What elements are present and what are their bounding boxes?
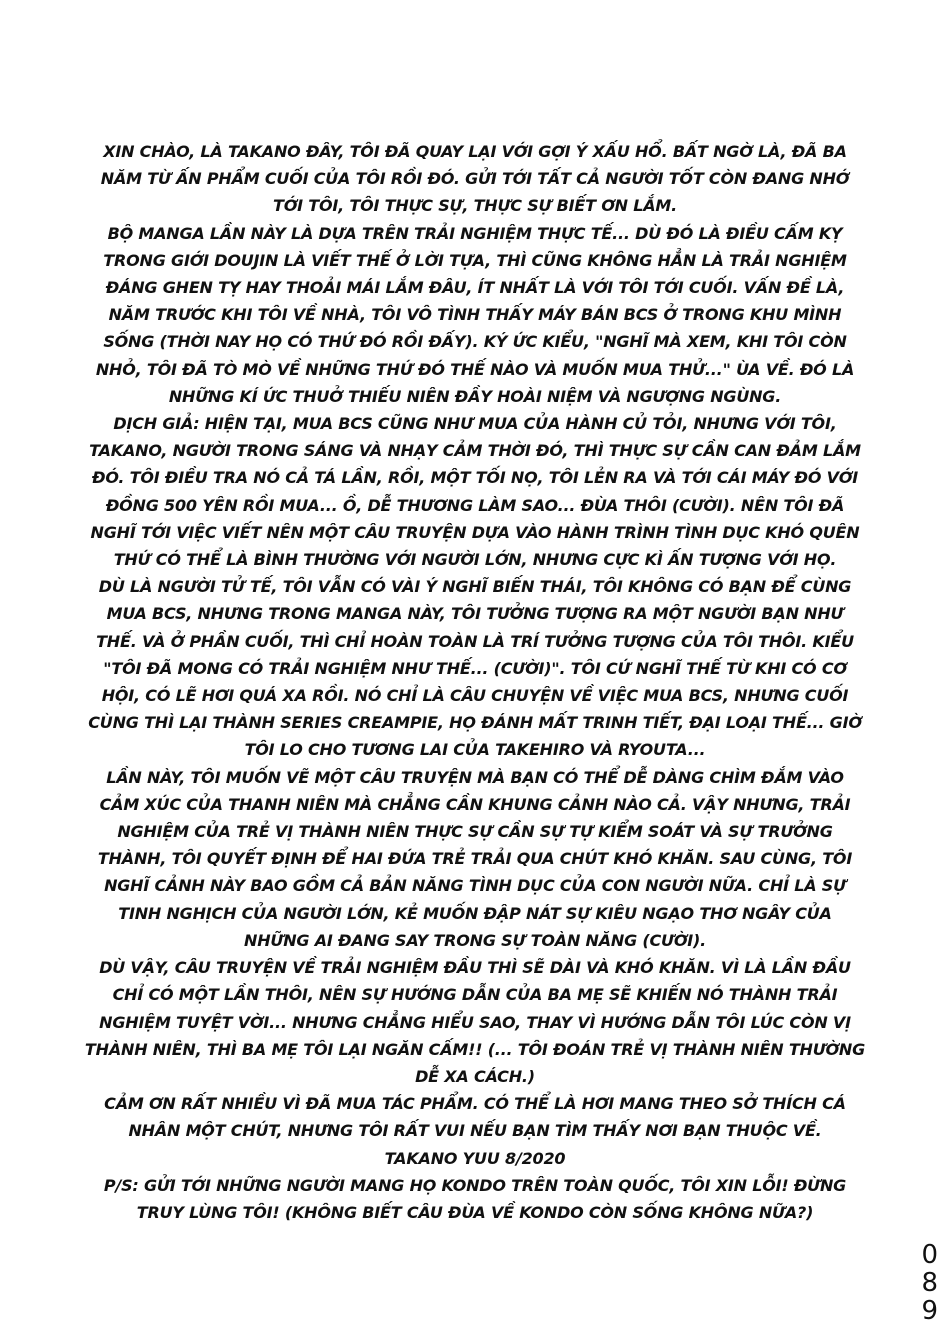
text-line: CHỈ CÓ MỘT LẦN THÔI, NÊN SỰ HƯỚNG DẪN CỦA BA MẸ SẼ KHIẾN NÓ THÀNH TRẢI — [112, 985, 838, 1005]
text-line: NHÂN MỘT CHÚT, NHƯNG TÔI RẤT VUI NẾU BẠN TÌM THẤY NƠI BẠN THUỘC VỀ. — [128, 1121, 822, 1141]
text-line: NHỎ, TÔI ĐÃ TÒ MÒ VỀ NHỮNG THỨ ĐÓ THẾ NÀO VÀ MUỐN MUA THỬ..." ÙA VỀ. ĐÓ LÀ — [95, 359, 855, 379]
page-number-digit: 9 — [921, 1296, 938, 1326]
text-line: CẢM XÚC CỦA THANH NIÊN MÀ CHẲNG CẦN KHUNG CẢNH NÀO CẢ. VẬY NHƯNG, TRẢI — [99, 794, 851, 814]
text-line: NGHIỆM CỦA TRẺ VỊ THÀNH NIÊN THỰC SỰ CẦN SỰ TỰ KIỂM SOÁT VÀ SỰ TRƯỞNG — [117, 822, 833, 842]
text-line: BỘ MANGA LẦN NÀY LÀ DỰA TRÊN TRẢI NGHIỆM THỰC TẾ... DÙ ĐÓ LÀ ĐIỀU CẤM KỴ — [107, 223, 843, 243]
text-line: NĂM TỪ ẤN PHẨM CUỐI CỦA TÔI RỒI ĐÓ. GỬI TỚI TẤT CẢ NGƯỜI TỐT CÒN ĐANG NHỚ — [100, 169, 850, 189]
text-line: XIN CHÀO, LÀ TAKANO ĐÂY, TÔI ĐÃ QUAY LẠI VỚI GỢI Ý XẤU HỔ. BẤT NGỜ LÀ, ĐÃ BA — [103, 142, 847, 161]
page-number-digit: 0 — [921, 1240, 938, 1270]
text-line: HỘI, CÓ LẼ HƠI QUÁ XA RỒI. NÓ CHỈ LÀ CÂU CHUYỆN VỀ VIỆC MUA BCS, NHƯNG CUỐI — [101, 686, 849, 706]
text-line: DỄ XA CÁCH.) — [415, 1066, 535, 1086]
text-line: LẦN NÀY, TÔI MUỐN VẼ MỘT CÂU TRUYỆN MÀ BẠN CÓ THỂ DỄ DÀNG CHÌM ĐẮM VÀO — [106, 767, 844, 787]
text-line: ĐÓ. TÔI ĐIỀU TRA NÓ CẢ TÁ LẦN, RỒI, MỘT TỐI NỌ, TÔI LẺN RA VÀ TỚI CÁI MÁY ĐÓ VỚI — [92, 468, 858, 488]
text-line: THÀNH NIÊN, THÌ BA MẸ TÔI LẠI NGĂN CẤM!! (... TÔI ĐOÁN TRẺ VỊ THÀNH NIÊN THƯỜNG — [84, 1039, 866, 1059]
afterword-text — [50, 138, 900, 1226]
text-line: CẢM ƠN RẤT NHIỀU VÌ ĐÃ MUA TÁC PHẨM. CÓ THỂ LÀ HƠI MANG THEO SỞ THÍCH CÁ — [104, 1094, 846, 1114]
text-line: MUA BCS, NHƯNG TRONG MANGA NÀY, TÔI TƯỞNG TƯỢNG RA MỘT NGƯỜI BẠN NHƯ — [106, 604, 844, 624]
text-line: TINH NGHỊCH CỦA NGƯỜI LỚN, KẺ MUỐN ĐẬP NÁT SỰ KIÊU NGẠO THƠ NGÂY CỦA — [118, 903, 832, 923]
page-number — [921, 1241, 938, 1325]
page-number-digit: 8 — [921, 1268, 938, 1298]
text-line: TRUY LÙNG TÔI! (KHÔNG BIẾT CÂU ĐÙA VỀ KONDO CÒN SỐNG KHÔNG NỮA?) — [136, 1202, 814, 1222]
text-line: CÙNG THÌ LẠI THÀNH SERIES CREAMPIE, HỌ ĐÁNH MẤT TRINH TIẾT, ĐẠI LOẠI THẾ... GIỜ — [88, 713, 862, 733]
text-line: TÔI LO CHO TƯƠNG LAI CỦA TAKEHIRO VÀ RYOUTA... — [244, 740, 706, 760]
text-line: ĐÁNG GHEN TỴ HAY THOẢI MÁI LẮM ĐÂU, ÍT NHẤT LÀ VỚI TÔI TỚI CUỐI. VẤN ĐỀ LÀ, — [105, 278, 845, 298]
text-line: NGHĨ CẢNH NÀY BAO GỒM CẢ BẢN NĂNG TÌNH DỤC CỦA CON NGƯỜI NỮA. CHỈ LÀ SỰ — [104, 876, 846, 896]
text-line: NGHIỆM TUYỆT VỜI... NHƯNG CHẲNG HIỂU SAO, THAY VÌ HƯỚNG DẪN TÔI LÚC CÒN VỊ — [99, 1012, 851, 1032]
text-line: NĂM TRƯỚC KHI TÔI VỀ NHÀ, TÔI VÔ TÌNH THẤY MÁY BÁN BCS Ở TRONG KHU MÌNH — [108, 305, 842, 325]
text-line: DÙ VẬY, CÂU TRUYỆN VỀ TRẢI NGHIỆM ĐẦU THÌ SẼ DÀI VÀ KHÓ KHĂN. VÌ LÀ LẦN ĐẦU — [99, 958, 851, 978]
text-line: NHỮNG AI ĐANG SAY TRONG SỰ TOÀN NĂNG (CƯỜI). — [244, 930, 706, 950]
text-line: SỐNG (THỜI NAY HỌ CÓ THỨ ĐÓ RỒI ĐẤY). KÝ ỨC KIỂU, "NGHĨ MÀ XEM, KHI TÔI CÒN — [103, 332, 847, 352]
text-line: TAKANO YUU 8/2020 — [384, 1148, 566, 1168]
text-line: P/S: GỬI TỚI NHỮNG NGƯỜI MANG HỌ KONDO TRÊN TOÀN QUỐC, TÔI XIN LỖI! ĐỪNG — [103, 1175, 847, 1195]
text-line: NHỮNG KÍ ỨC THUỞ THIẾU NIÊN ĐẦY HOÀI NIỆM VÀ NGƯỢNG NGÙNG. — [168, 386, 782, 406]
text-line: "TÔI ĐÃ MONG CÓ TRẢI NGHIỆM NHƯ THẾ... (CƯỜI)". TÔI CỨ NGHĨ THẾ TỪ KHI CÓ CƠ — [103, 658, 847, 678]
text-line: NGHĨ TỚI VIỆC VIẾT NÊN MỘT CÂU TRUYỆN DỰA VÀO HÀNH TRÌNH TÌNH DỤC KHÓ QUÊN — [90, 522, 860, 542]
text-line: DỊCH GIẢ: HIỆN TẠI, MUA BCS CŨNG NHƯ MUA CỦA HÀNH CỦ TỎI, NHƯNG VỚI TÔI, — [113, 414, 837, 434]
text-line: ĐỒNG 500 YÊN RỒI MUA... Ồ, DỄ THƯƠNG LÀM SAO... ĐÙA THÔI (CƯỜI). NÊN TÔI ĐÃ — [105, 495, 845, 515]
text-line: THÀNH, TÔI QUYẾT ĐỊNH ĐỂ HAI ĐỨA TRẺ TRẢI QUA CHÚT KHÓ KHĂN. SAU CÙNG, TÔI — [97, 849, 853, 869]
text-line: TRONG GIỚI DOUJIN LÀ VIẾT THẾ Ở LỜI TỰA, THÌ CŨNG KHÔNG HẲN LÀ TRẢI NGHIỆM — [103, 250, 847, 270]
text-line: TAKANO, NGƯỜI TRONG SÁNG VÀ NHẠY CẢM THỜI ĐÓ, THÌ THỰC SỰ CẦN CAN ĐẢM LẮM — [89, 441, 861, 461]
text-line: TỚI TÔI, TÔI THỰC SỰ, THỰC SỰ BIẾT ƠN LẮM. — [273, 196, 677, 216]
text-line: DÙ LÀ NGƯỜI TỬ TẾ, TÔI VẪN CÓ VÀI Ý NGHĨ BIẾN THÁI, TÔI KHÔNG CÓ BẠN ĐỂ CÙNG — [98, 577, 852, 597]
text-line: THỨ CÓ THỂ LÀ BÌNH THƯỜNG VỚI NGƯỜI LỚN, NHƯNG CỰC KÌ ẤN TƯỢNG VỚI HỌ. — [113, 550, 837, 570]
text-line: THẾ. VÀ Ở PHẦN CUỐI, THÌ CHỈ HOÀN TOÀN LÀ TRÍ TƯỞNG TƯỢNG CỦA TÔI THÔI. KIỂU — [96, 631, 854, 651]
